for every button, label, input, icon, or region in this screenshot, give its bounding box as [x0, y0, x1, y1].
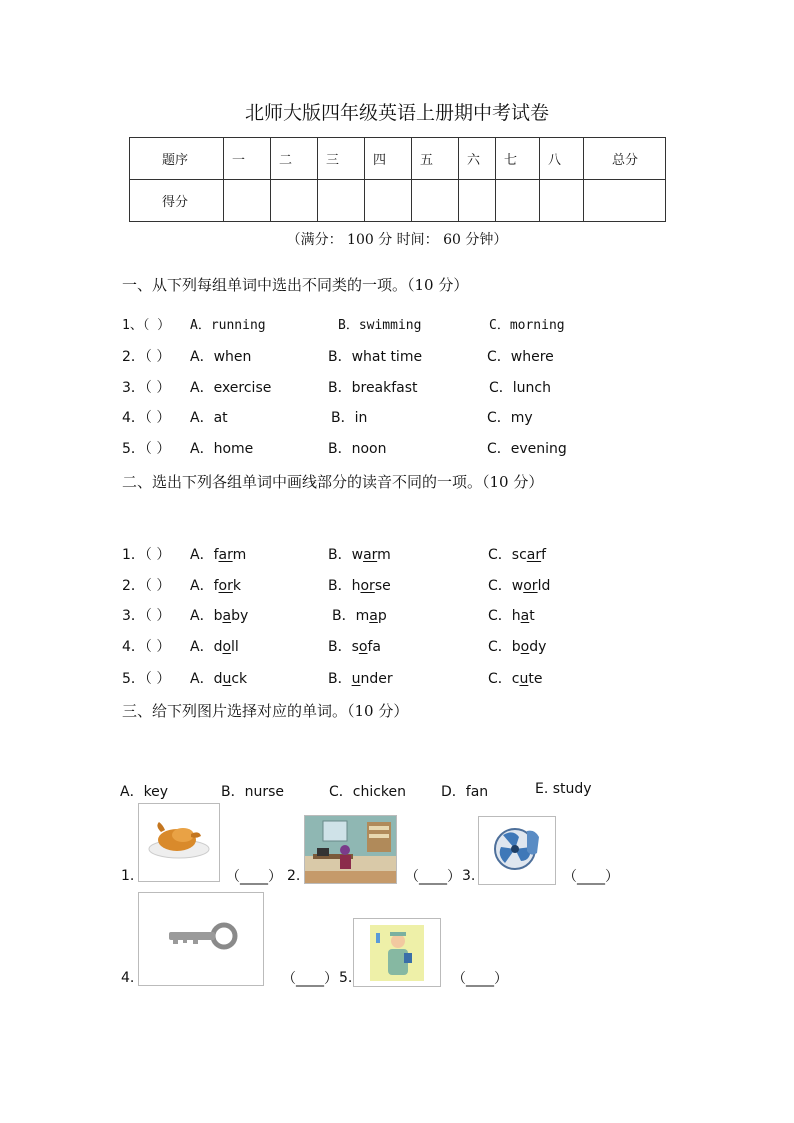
word-option-a: A．key [120, 784, 169, 800]
option-c [488, 668, 542, 688]
option-b [328, 575, 391, 595]
full-mark-line: （满分： 100 分 时间： 60 分钟） [286, 232, 508, 248]
score-input-cell[interactable] [365, 180, 412, 222]
study-room-picture [304, 815, 397, 884]
section1-heading: 一、从下列每组单词中选出不同类的一项。（10 分） [122, 276, 469, 294]
underlined-part: a [222, 608, 232, 624]
underlined-part: or [523, 578, 538, 594]
word-option-e: E. study [535, 781, 592, 797]
option-c: C．morning [489, 318, 565, 333]
option-c [488, 605, 535, 625]
underlined-part: u [519, 671, 529, 687]
option-prefix: C．h [488, 608, 521, 624]
option-c: C．my [487, 410, 533, 426]
option-a [190, 575, 241, 595]
option-b [332, 605, 387, 625]
option-suffix: f [541, 547, 547, 563]
score-header-cell: 六 [459, 138, 496, 180]
score-input-cell[interactable] [459, 180, 496, 222]
option-suffix: m [232, 547, 247, 563]
option-b: B．noon [328, 441, 387, 457]
option-suffix: nder [360, 671, 393, 687]
score-header-cell: 五 [412, 138, 459, 180]
underlined-part: o [222, 639, 232, 655]
underlined-part: or [360, 578, 375, 594]
picture-label-1: 1. [121, 868, 135, 884]
question-number: 5．（ ） [122, 671, 171, 687]
option-c [488, 636, 546, 656]
score-input-cell[interactable] [271, 180, 318, 222]
question-number: 5．（ ） [122, 441, 171, 457]
section3-heading: 三、给下列图片选择对应的单词。（10 分） [122, 702, 409, 720]
underlined-part: or [218, 578, 233, 594]
page-title: 北师大版四年级英语上册期中考试卷 [244, 102, 549, 124]
score-input-cell[interactable] [224, 180, 271, 222]
option-a: A．exercise [190, 380, 272, 396]
option-b [328, 636, 381, 656]
option-suffix: ck [231, 671, 248, 687]
word-option-d: D．fan [441, 784, 489, 800]
answer-blank-4[interactable]: （____） [282, 971, 338, 987]
option-prefix: A．f [190, 547, 219, 563]
underlined-part: ar [363, 547, 378, 563]
option-a [190, 668, 247, 688]
underlined-part: o [520, 639, 530, 655]
score-table [129, 137, 666, 222]
option-prefix: C．c [488, 671, 520, 687]
question-number: 2．（ ） [122, 349, 171, 365]
option-prefix: C．w [488, 578, 524, 594]
option-c [488, 544, 546, 564]
score-header-cell: 二 [271, 138, 318, 180]
option-prefix: B．w [328, 547, 364, 563]
question-number: 2．（ ） [122, 578, 171, 594]
score-header-cell: 总分 [584, 138, 666, 180]
fan-picture [478, 816, 556, 885]
picture-label-5: 5. [339, 970, 353, 986]
word-option-c: C．chicken [329, 784, 407, 800]
option-c: C．where [487, 349, 554, 365]
question-number: 3．（ ） [122, 608, 171, 624]
option-prefix: A．b [190, 608, 223, 624]
option-b [328, 668, 393, 688]
option-prefix: B． [328, 671, 352, 687]
option-prefix: C．b [488, 639, 521, 655]
option-b: B．in [331, 410, 368, 426]
option-suffix: m [377, 547, 391, 563]
score-header-cell: 题序 [130, 138, 224, 180]
option-a: A．running [190, 318, 266, 333]
option-prefix: B．s [328, 639, 359, 655]
question-number: 4．（ ） [122, 410, 171, 426]
option-suffix: ll [231, 639, 239, 655]
option-prefix: B．h [328, 578, 361, 594]
option-b [328, 544, 391, 564]
option-a: A．home [190, 441, 254, 457]
option-prefix: A．d [190, 671, 223, 687]
score-header-cell: 一 [224, 138, 271, 180]
option-a [190, 605, 248, 625]
option-suffix: p [377, 608, 387, 624]
option-suffix: se [374, 578, 391, 594]
section2-heading: 二、选出下列各组单词中画线部分的读音不同的一项。（10 分） [122, 473, 544, 491]
option-b: B．swimming [338, 318, 422, 333]
underlined-part: u [351, 671, 361, 687]
underlined-part: u [222, 671, 232, 687]
question-number: 1、（ ） [122, 318, 171, 333]
option-suffix: k [232, 578, 241, 594]
answer-blank-5[interactable]: （____） [452, 971, 508, 987]
underlined-part: ar [526, 547, 542, 563]
nurse-picture [353, 918, 441, 987]
underlined-part: a [369, 608, 378, 624]
question-number: 1．（ ） [122, 547, 171, 563]
score-input-cell[interactable] [540, 180, 584, 222]
picture-label-4: 4. [121, 970, 135, 986]
score-row-label: 得分 [130, 180, 224, 222]
option-a [190, 544, 246, 564]
score-header-cell: 七 [496, 138, 540, 180]
score-input-cell[interactable] [584, 180, 666, 222]
option-b: B．breakfast [328, 380, 418, 396]
option-a [190, 636, 239, 656]
option-prefix: C．sc [488, 547, 527, 563]
question-number: 4．（ ） [122, 639, 171, 655]
underlined-part: ar [218, 547, 233, 563]
option-suffix: te [528, 671, 543, 687]
option-prefix: A．d [190, 639, 223, 655]
word-option-b: B．nurse [221, 784, 285, 800]
option-c [488, 575, 550, 595]
score-input-cell[interactable] [496, 180, 540, 222]
score-header-cell: 四 [365, 138, 412, 180]
underlined-part: o [358, 639, 368, 655]
option-a: A．at [190, 410, 228, 426]
option-prefix: B．m [332, 608, 370, 624]
option-suffix: by [231, 608, 249, 624]
option-suffix: dy [529, 639, 547, 655]
key-picture [138, 892, 264, 986]
picture-label-2: 2. [287, 868, 301, 884]
roast-chicken-picture [138, 803, 220, 882]
picture-label-3: 3. [462, 868, 476, 884]
score-input-cell[interactable] [318, 180, 365, 222]
option-c: C．evening [487, 441, 567, 457]
option-suffix: ld [537, 578, 551, 594]
question-number: 3．（ ） [122, 380, 171, 396]
option-prefix: A．f [190, 578, 219, 594]
option-suffix: fa [367, 639, 381, 655]
answer-blank-3[interactable]: （____） [563, 869, 619, 885]
option-c: C．lunch [489, 380, 551, 396]
score-header-cell: 八 [540, 138, 584, 180]
option-suffix: t [529, 608, 535, 624]
option-b: B．what time [328, 349, 423, 365]
score-header-cell: 三 [318, 138, 365, 180]
score-input-cell[interactable] [412, 180, 459, 222]
answer-blank-2[interactable]: （____） [405, 869, 461, 885]
option-a: A．when [190, 349, 252, 365]
answer-blank-1[interactable]: （____） [226, 869, 282, 885]
underlined-part: a [520, 608, 530, 624]
